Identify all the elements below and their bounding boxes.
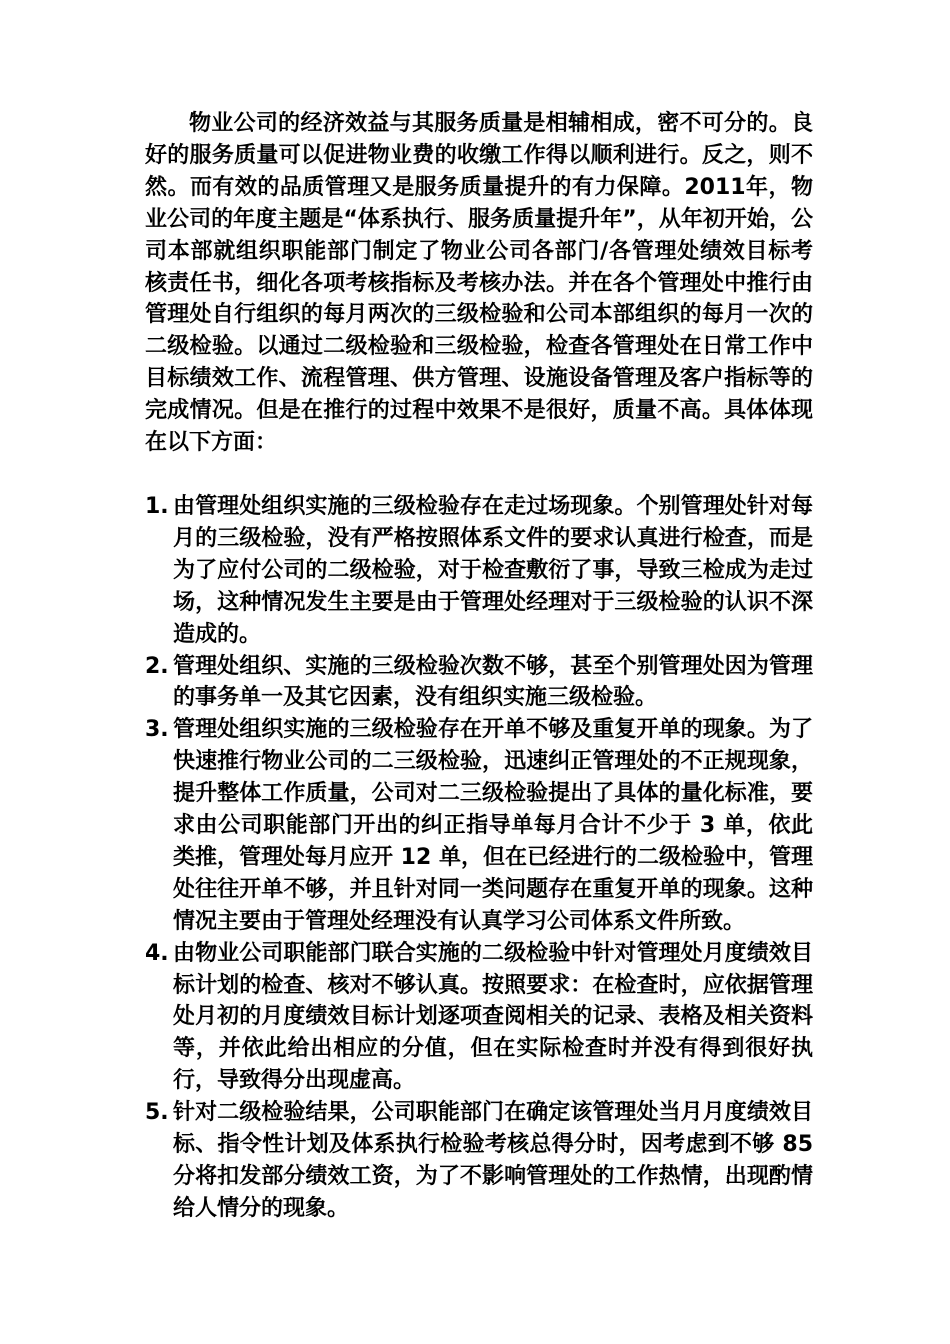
- list-item-text: 由管理处组织实施的三级检验存在走过场现象。个别管理处针对每月的三级检验，没有严格按照体系文件的要求认真进行检查，而是为了应付公司的二级检验，对于检查敷衍了事，导致三检成为走过场，这种情况发生主要是由于管理处经理对于三级检验的认识不深造成的。: [173, 493, 813, 647]
- document-page: [145, 108, 813, 1225]
- list-item: [145, 714, 813, 937]
- list-item-text: 管理处组织、实施的三级检验次数不够，甚至个别管理处因为管理的事务单一及其它因素，没有组织实施三级检验。: [173, 653, 813, 711]
- list-item-text: 针对二级检验结果，公司职能部门在确定该管理处当月月度绩效目标、指令性计划及体系执行检验考核总得分时，因考虑到不够 85 分将扣发部分绩效工资，为了不影响管理处的工作热情，出现酌情给人情分的现象。: [173, 1100, 813, 1221]
- list-item: [145, 651, 813, 715]
- list-item: [145, 1097, 813, 1225]
- list-item-text: 由物业公司职能部门联合实施的二级检验中针对管理处月度绩效目标计划的检查、核对不够认真。按照要求：在检查时，应依据管理处月初的月度绩效目标计划逐项查阅相关的记录、表格及相关资料等，并依此给出相应的分值，但在实际检查时并没有得到很好执行，导致得分出现虚高。: [173, 940, 813, 1094]
- list-item-number: 1.: [145, 493, 169, 519]
- list-item-number: 5.: [145, 1100, 169, 1126]
- list-item-number: 3.: [145, 717, 169, 743]
- list-item: [145, 491, 813, 651]
- list-item-number: 4.: [145, 940, 169, 966]
- intro-paragraph: 物业公司的经济效益与其服务质量是相辅相成，密不可分的。良好的服务质量可以促进物业费的收缴工作得以顺利进行。反之，则不然。而有效的品质管理又是服务质量提升的有力保障。2011年，物业公司的年度主题是“体系执行、服务质量提升年”，从年初开始，公司本部就组织职能部门制定了物业公司各部门/各管理处绩效目标考核责任书，细化各项考核指标及考核办法。并在各个管理处中推行由管理处自行组织的每月两次的三级检验和公司本部组织的每月一次的二级检验。以通过二级检验和三级检验，检查各管理处在日常工作中目标绩效工作、流程管理、供方管理、设施设备管理及客户指标等的完成情况。但是在推行的过程中效果不是很好，质量不高。具体体现在以下方面：: [145, 111, 813, 456]
- list-item-text: 管理处组织实施的三级检验存在开单不够及重复开单的现象。为了快速推行物业公司的二三级检验，迅速纠正管理处的不正规现象，提升整体工作质量，公司对二三级检验提出了具体的量化标准，要求由公司职能部门开出的纠正指导单每月合计不少于 3 单，依此类推，管理处每月应开 12 单，但在已经进行的二级检验中，管理处往往开单不够，并且针对同一类问题存在重复开单的现象。这种情况主要由于管理处经理没有认真学习公司体系文件所致。: [173, 717, 813, 934]
- list-item-number: 2.: [145, 653, 169, 679]
- issue-list: [145, 491, 813, 1225]
- list-item: [145, 938, 813, 1098]
